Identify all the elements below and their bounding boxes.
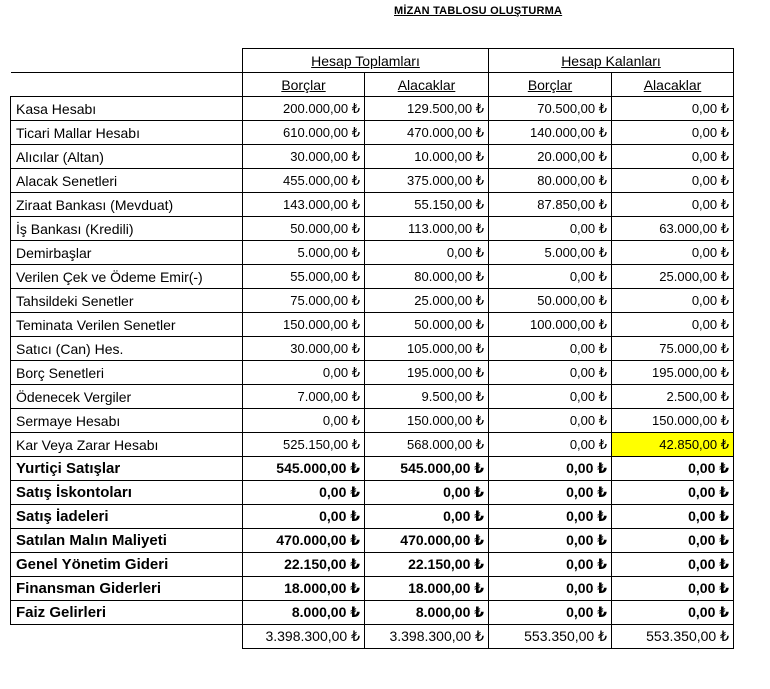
toplam-borc-cell: 7.000,00 ₺: [243, 385, 365, 409]
table-row: [11, 457, 734, 481]
account-name-cell: Finansman Giderleri: [11, 577, 243, 601]
kalan-borc-cell: 5.000,00 ₺: [489, 241, 612, 265]
account-name-cell: Kar Veya Zarar Hesabı: [11, 433, 243, 457]
total-toplam-alacak: 3.398.300,00 ₺: [365, 625, 489, 649]
kalan-borc-cell: 0,00 ₺: [489, 577, 612, 601]
table-row: [11, 361, 734, 385]
toplam-borc-cell: 150.000,00 ₺: [243, 313, 365, 337]
toplam-alacak-cell: 0,00 ₺: [365, 505, 489, 529]
toplam-alacak-cell: 50.000,00 ₺: [365, 313, 489, 337]
toplam-alacak-cell: 0,00 ₺: [365, 481, 489, 505]
kalan-alacak-cell: 42.850,00 ₺: [612, 433, 734, 457]
kalan-borc-cell: 0,00 ₺: [489, 601, 612, 625]
toplam-borc-cell: 200.000,00 ₺: [243, 97, 365, 121]
kalan-alacak-cell: 150.000,00 ₺: [612, 409, 734, 433]
account-name-cell: Ticari Mallar Hesabı: [11, 121, 243, 145]
header-toplam-alacaklar: Alacaklar: [365, 73, 489, 97]
kalan-alacak-cell: 0,00 ₺: [612, 193, 734, 217]
account-name-cell: Sermaye Hesabı: [11, 409, 243, 433]
table-row: [11, 601, 734, 625]
kalan-alacak-cell: 0,00 ₺: [612, 505, 734, 529]
toplam-alacak-cell: 80.000,00 ₺: [365, 265, 489, 289]
toplam-borc-cell: 470.000,00 ₺: [243, 529, 365, 553]
total-toplam-borc: 3.398.300,00 ₺: [243, 625, 365, 649]
kalan-borc-cell: 80.000,00 ₺: [489, 169, 612, 193]
page-title: MİZAN TABLOSU OLUŞTURMA: [394, 5, 563, 17]
kalan-borc-cell: 100.000,00 ₺: [489, 313, 612, 337]
toplam-borc-cell: 0,00 ₺: [243, 505, 365, 529]
kalan-borc-cell: 0,00 ₺: [489, 553, 612, 577]
toplam-borc-cell: 8.000,00 ₺: [243, 601, 365, 625]
kalan-borc-cell: 0,00 ₺: [489, 217, 612, 241]
kalan-borc-cell: 0,00 ₺: [489, 433, 612, 457]
header-sub-row: [11, 73, 734, 97]
table-row: [11, 553, 734, 577]
header-kalan-alacaklar: Alacaklar: [612, 73, 734, 97]
table-row: [11, 337, 734, 361]
kalan-borc-cell: 0,00 ₺: [489, 265, 612, 289]
header-hesap-kalanlari: Hesap Kalanları: [489, 49, 734, 73]
kalan-alacak-cell: 0,00 ₺: [612, 577, 734, 601]
kalan-borc-cell: 20.000,00 ₺: [489, 145, 612, 169]
kalan-borc-cell: 0,00 ₺: [489, 505, 612, 529]
total-kalan-alacak: 553.350,00 ₺: [612, 625, 734, 649]
kalan-borc-cell: 87.850,00 ₺: [489, 193, 612, 217]
kalan-borc-cell: 0,00 ₺: [489, 457, 612, 481]
kalan-borc-cell: 0,00 ₺: [489, 361, 612, 385]
kalan-alacak-cell: 0,00 ₺: [612, 481, 734, 505]
toplam-alacak-cell: 10.000,00 ₺: [365, 145, 489, 169]
toplam-alacak-cell: 568.000,00 ₺: [365, 433, 489, 457]
kalan-alacak-cell: 25.000,00 ₺: [612, 265, 734, 289]
kalan-borc-cell: 70.500,00 ₺: [489, 97, 612, 121]
header-blank-cell: [11, 49, 243, 73]
toplam-alacak-cell: 18.000,00 ₺: [365, 577, 489, 601]
table-row: [11, 505, 734, 529]
kalan-alacak-cell: 0,00 ₺: [612, 553, 734, 577]
toplam-borc-cell: 22.150,00 ₺: [243, 553, 365, 577]
kalan-alacak-cell: 0,00 ₺: [612, 601, 734, 625]
toplam-borc-cell: 525.150,00 ₺: [243, 433, 365, 457]
kalan-borc-cell: 0,00 ₺: [489, 529, 612, 553]
kalan-alacak-cell: 0,00 ₺: [612, 169, 734, 193]
account-name-cell: Satış İadeleri: [11, 505, 243, 529]
account-name-cell: Satış İskontoları: [11, 481, 243, 505]
toplam-alacak-cell: 105.000,00 ₺: [365, 337, 489, 361]
table-row: [11, 529, 734, 553]
kalan-alacak-cell: 2.500,00 ₺: [612, 385, 734, 409]
account-name-cell: Alacak Senetleri: [11, 169, 243, 193]
toplam-borc-cell: 0,00 ₺: [243, 361, 365, 385]
toplam-borc-cell: 55.000,00 ₺: [243, 265, 365, 289]
toplam-alacak-cell: 129.500,00 ₺: [365, 97, 489, 121]
toplam-borc-cell: 610.000,00 ₺: [243, 121, 365, 145]
kalan-borc-cell: 0,00 ₺: [489, 337, 612, 361]
toplam-alacak-cell: 375.000,00 ₺: [365, 169, 489, 193]
toplam-borc-cell: 5.000,00 ₺: [243, 241, 365, 265]
account-name-cell: Tahsildeki Senetler: [11, 289, 243, 313]
kalan-alacak-cell: 0,00 ₺: [612, 97, 734, 121]
header-toplam-borclar: Borçlar: [243, 73, 365, 97]
table-row: [11, 409, 734, 433]
account-name-cell: Satıcı (Can) Hes.: [11, 337, 243, 361]
table-row: [11, 385, 734, 409]
toplam-borc-cell: 545.000,00 ₺: [243, 457, 365, 481]
kalan-borc-cell: 0,00 ₺: [489, 481, 612, 505]
table-row: [11, 577, 734, 601]
account-name-cell: Verilen Çek ve Ödeme Emir(-): [11, 265, 243, 289]
header-blank-cell: [11, 73, 243, 97]
table-row: [11, 289, 734, 313]
kalan-alacak-cell: 75.000,00 ₺: [612, 337, 734, 361]
kalan-alacak-cell: 63.000,00 ₺: [612, 217, 734, 241]
header-group-row: [11, 49, 734, 73]
account-name-cell: Demirbaşlar: [11, 241, 243, 265]
toplam-alacak-cell: 9.500,00 ₺: [365, 385, 489, 409]
kalan-alacak-cell: 0,00 ₺: [612, 241, 734, 265]
toplam-borc-cell: 30.000,00 ₺: [243, 145, 365, 169]
kalan-borc-cell: 50.000,00 ₺: [489, 289, 612, 313]
header-hesap-toplamlari: Hesap Toplamları: [243, 49, 489, 73]
table-row: [11, 97, 734, 121]
toplam-alacak-cell: 195.000,00 ₺: [365, 361, 489, 385]
totals-row: [11, 625, 734, 649]
table-row: [11, 169, 734, 193]
account-name-cell: Faiz Gelirleri: [11, 601, 243, 625]
toplam-borc-cell: 143.000,00 ₺: [243, 193, 365, 217]
kalan-alacak-cell: 0,00 ₺: [612, 145, 734, 169]
toplam-alacak-cell: 8.000,00 ₺: [365, 601, 489, 625]
toplam-borc-cell: 0,00 ₺: [243, 409, 365, 433]
total-kalan-borc: 553.350,00 ₺: [489, 625, 612, 649]
kalan-alacak-cell: 0,00 ₺: [612, 121, 734, 145]
toplam-borc-cell: 0,00 ₺: [243, 481, 365, 505]
account-name-cell: Ödenecek Vergiler: [11, 385, 243, 409]
toplam-alacak-cell: 470.000,00 ₺: [365, 121, 489, 145]
table-row: [11, 217, 734, 241]
mizan-table: [10, 48, 734, 649]
account-name-cell: Borç Senetleri: [11, 361, 243, 385]
toplam-borc-cell: 50.000,00 ₺: [243, 217, 365, 241]
kalan-borc-cell: 0,00 ₺: [489, 409, 612, 433]
kalan-borc-cell: 0,00 ₺: [489, 385, 612, 409]
header-kalan-borclar: Borçlar: [489, 73, 612, 97]
toplam-alacak-cell: 113.000,00 ₺: [365, 217, 489, 241]
account-name-cell: Teminata Verilen Senetler: [11, 313, 243, 337]
kalan-alacak-cell: 0,00 ₺: [612, 289, 734, 313]
account-name-cell: Ziraat Bankası (Mevduat): [11, 193, 243, 217]
account-name-cell: Kasa Hesabı: [11, 97, 243, 121]
table-row: [11, 433, 734, 457]
table-row: [11, 481, 734, 505]
toplam-alacak-cell: 0,00 ₺: [365, 241, 489, 265]
table-row: [11, 193, 734, 217]
toplam-alacak-cell: 470.000,00 ₺: [365, 529, 489, 553]
table-row: [11, 313, 734, 337]
table-row: [11, 145, 734, 169]
kalan-alacak-cell: 0,00 ₺: [612, 529, 734, 553]
toplam-alacak-cell: 150.000,00 ₺: [365, 409, 489, 433]
table-row: [11, 265, 734, 289]
totals-blank-cell: [11, 625, 243, 649]
toplam-borc-cell: 455.000,00 ₺: [243, 169, 365, 193]
toplam-alacak-cell: 25.000,00 ₺: [365, 289, 489, 313]
toplam-borc-cell: 75.000,00 ₺: [243, 289, 365, 313]
toplam-borc-cell: 18.000,00 ₺: [243, 577, 365, 601]
toplam-alacak-cell: 22.150,00 ₺: [365, 553, 489, 577]
account-name-cell: Alıcılar (Altan): [11, 145, 243, 169]
kalan-alacak-cell: 195.000,00 ₺: [612, 361, 734, 385]
toplam-alacak-cell: 55.150,00 ₺: [365, 193, 489, 217]
kalan-borc-cell: 140.000,00 ₺: [489, 121, 612, 145]
kalan-alacak-cell: 0,00 ₺: [612, 313, 734, 337]
account-name-cell: İş Bankası (Kredili): [11, 217, 243, 241]
table-row: [11, 241, 734, 265]
toplam-borc-cell: 30.000,00 ₺: [243, 337, 365, 361]
table-row: [11, 121, 734, 145]
kalan-alacak-cell: 0,00 ₺: [612, 457, 734, 481]
account-name-cell: Satılan Malın Maliyeti: [11, 529, 243, 553]
account-name-cell: Yurtiçi Satışlar: [11, 457, 243, 481]
account-name-cell: Genel Yönetim Gideri: [11, 553, 243, 577]
toplam-alacak-cell: 545.000,00 ₺: [365, 457, 489, 481]
